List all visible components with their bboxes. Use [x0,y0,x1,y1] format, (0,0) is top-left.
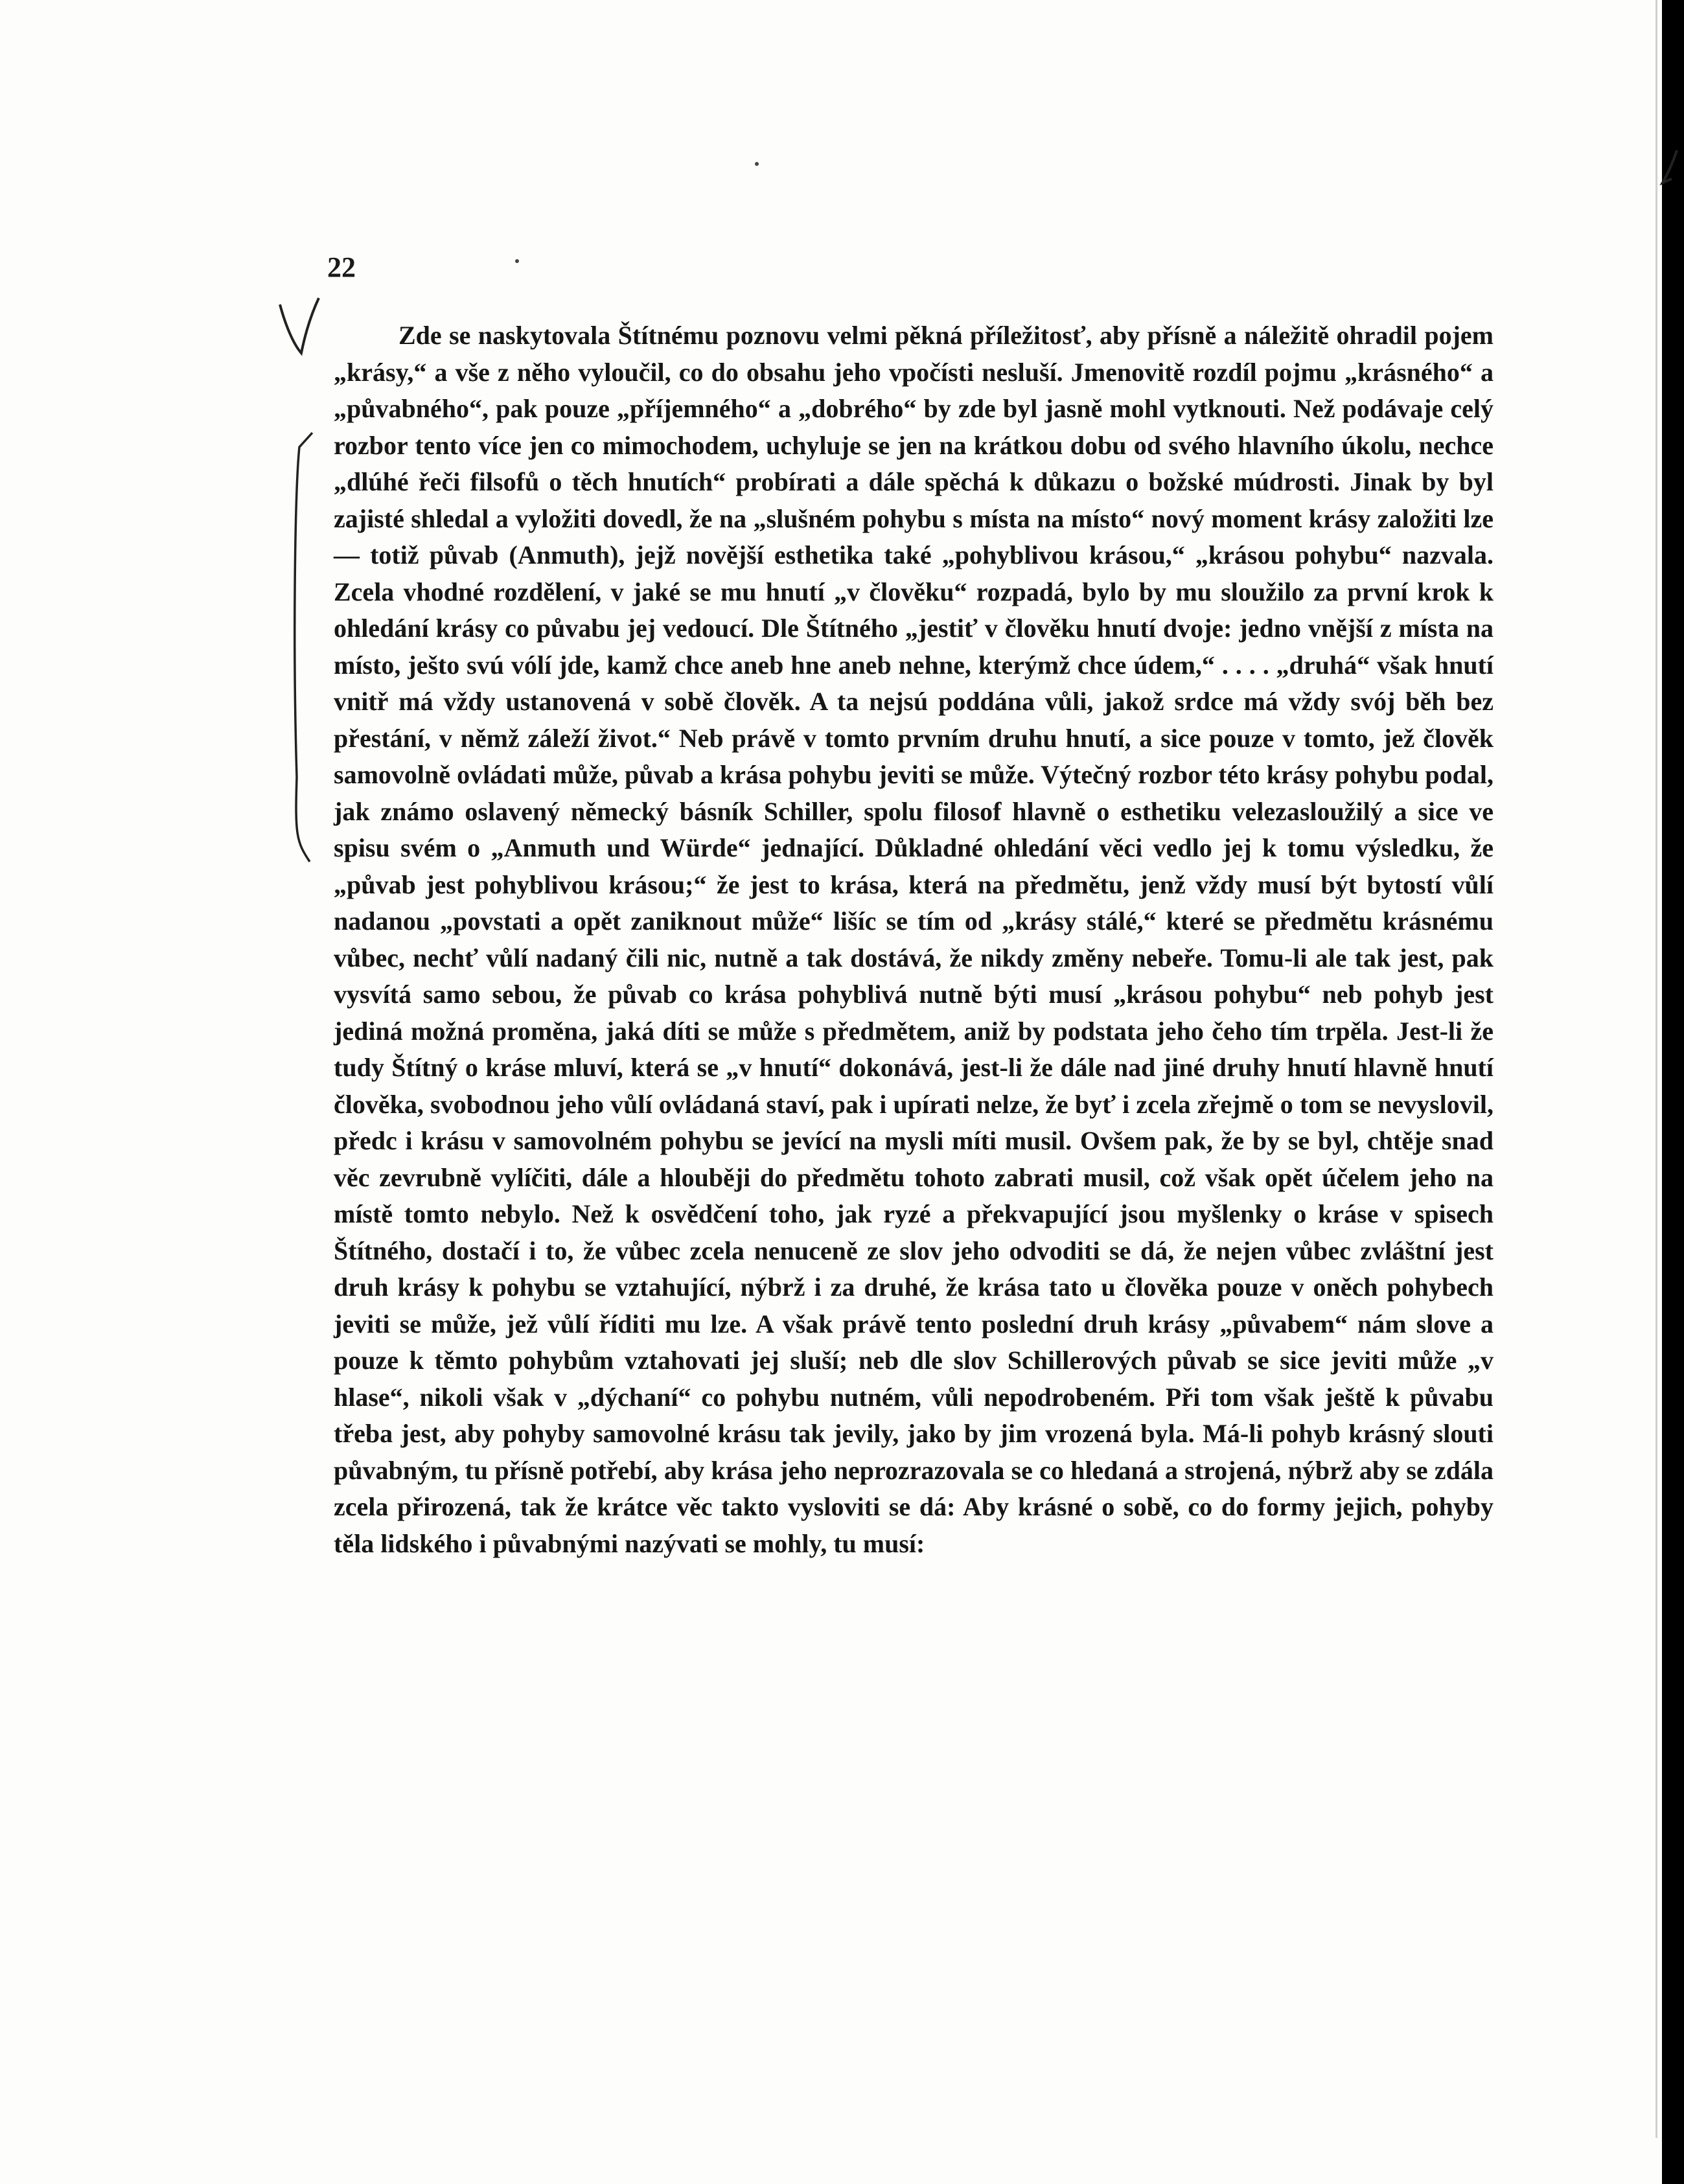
body-paragraph: Zde se naskytovala Štítnému poznovu velmi pěkná příležitosť, aby přísně a náležitě ohradil pojem „krásy,“ a vše z něho vyloučil, co do obsahu jeho vpočísti nesluší. Jmenovitě rozdíl pojmu „krásného“ a „půvabného“, pak pouze „příjemného“ a „dobrého“ by zde byl jasně mohl vytknouti. Než podávaje celý rozbor tento více jen co mimochodem, uchyluje se jen na krátkou dobu od svého hlavního úkolu, nechce „dlúhé řeči filsofů o těch hnutích“ probírati a dále spěchá k důkazu o božské múdrosti. Jinak by byl zajisté shledal a vyložiti dovedl, že na „slušném pohybu s místa na místo“ nový moment krásy založiti lze — totiž půvab (Anmuth), jejž novější esthetika také „pohyblivou krásou,“ „krásou pohybu“ nazvala. Zcela vhodné rozdělení, v jaké se mu hnutí „v člověku“ rozpadá, bylo by mu sloužilo za první krok k ohledání krásy co půvabu jej vedoucí. Dle Štítného „jestiť v člověku hnutí dvoje: jedno vnější z místa na místo, ješto svú vólí jde, kamž chce aneb hne aneb nehne, kterýmž chce údem,“ . . . . „druhá“ však hnutí vnitř má vždy ustanovená v sobě člověk. A ta nejsú poddána vůli, jakož srdce má vždy svój běh bez přestání, v němž záleží život.“ Neb právě v tomto prvním druhu hnutí, a sice pouze v tomto, jež člověk samovolně ovládati může, půvab a krása pohybu jeviti se může. Výtečný rozbor této krásy pohybu podal, jak známo oslavený německý básník Schiller, spolu filosof hlavně o esthetiku velezasloužilý a sice ve spisu svém o „Anmuth und Würde“ jednající. Důkladné ohledání věci vedlo jej k tomu výsledku, že „půvab jest pohyblivou krásou;“ že jest to krása, která na předmětu, jenž vždy musí být bytostí vůlí nadanou „povstati a opět zaniknout může“ lišíc se tím od „krásy stálé,“ které se předmětu krásnému vůbec, nechť vůlí nadaný čili nic, nutně a tak dostává, že nikdy změny nebeře. Tomu-li ale tak jest, pak vysvítá samo sebou, že půvab co krása pohyblivá nutně býti musí „krásou pohybu“ neb pohyb jest jediná možná proměna, jaká díti se může s předmětem, aniž by podstata jeho čeho tím trpěla. Jest-li že tudy Štítný o kráse mluví, která se „v hnutí“ dokonává, jest-li že dále nad jiné druhy hnutí hlavně hnutí člověka, svobodnou jeho vůlí ovládaná staví, pak i upírati nelze, že byť i zcela zřejmě o tom se nevyslovil, předc i krásu v samovolném pohybu se jevící na mysli míti musil. Ovšem pak, že by se byl, chtěje snad věc zevrubně vylíčiti, dále a hlouběji do předmětu tohoto zabrati musil, což však opět účelem jeho na místě tomto nebylo. Než k osvědčení toho, jak ryzé a překvapující jsou myšlenky o kráse v spisech Štítného, dostačí i to, že vůbec zcela nenuceně ze slov jeho odvoditi se dá, že nejen vůbec zvláštní jest druh krásy k pohybu se vztahující, nýbrž i za druhé, že krása tato u člověka pouze v oněch pohybech jeviti se může, jež vůlí říditi mu lze. A však právě tento poslední druh krásy „půvabem“ nám slove a pouze k těmto pohybům vztahovati jej sluší; neb dle slov Schillerových půvab se sice jeviti může „v hlase“, nikoli však v „dýchaní“ co pohybu nutném, vůli nepodrobeném. Při tom však ještě k půvabu třeba jest, aby pohyby samovolné krásu tak jevily, jako by jim vrozená byla. Má-li pohyb krásný slouti půvabným, tu přísně potřebí, aby krása jeho neprozrazovala se co hledaná a strojená, nýbrž aby se zdála zcela přirozená, tak že krátce věc takto vysloviti se dá: Aby krásné o sobě, co do formy jejich, pohyby těla lidského i půvabnými nazývati se mohly, tu musí: [334,321,1494,1558]
corner-pencil-mark [1659,146,1684,199]
speck [755,162,759,166]
page-edge-line [1655,0,1657,2138]
corner-mark-glyph [1659,149,1684,188]
page-number: 22 [327,251,356,283]
speck [515,259,519,263]
